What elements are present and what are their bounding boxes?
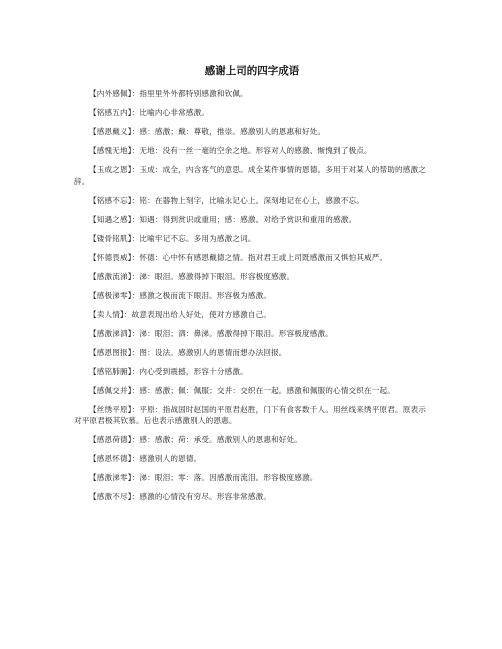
idiom-term: 【玉成之恩】 [89,165,132,174]
idiom-entry: 【感佩交并】：感：感激；佩：佩服；交并：交织在一起。感激和佩服的心情交织在一起。 [89,385,395,395]
idiom-entry: 【感极涕零】：感激之极而流下眼泪。形容极为感激。 [89,290,272,300]
idiom-term: 【知遇之感】 [89,214,132,224]
idiom-entry: 【内外感佩】：指里里外外都特别感激和钦佩。 [89,89,248,98]
idiom-entry: 【玉成之恩】：玉成：成全，内含客气的意思。成全某件事情的恩德。多用于对某人的帮助的感激之辞。 [74,165,426,186]
idiom-term: 【铭感五内】 [89,108,132,117]
idiom-definition: 铭：在器物上刻字，比喻永记心上。深刻地记在心上，感激不忘。 [139,195,364,205]
idiom-entry: 【感激不尽】：感激的心情没有穷尽。形容非常感激。 [89,492,272,501]
idiom-term: 【感激流涕】 [89,271,132,281]
idiom-definition: 故意表现出给人好处，使对方感激自己。 [131,309,272,319]
idiom-definition: 感激别人的恩德。 [139,454,202,463]
idiom-definition: 平原：指战国时赵国的平原君赵胜，门下有食客数千人。用丝线来绣平原君。原表示对平原君极其钦慕。后也表示感激别人的恩惠。 [74,404,426,425]
idiom-term: 【丝绣平原】 [89,404,132,414]
idiom-entry: 【卖人情】：故意表现出给人好处，使对方感激自己。 [89,309,272,319]
document-page [74,64,430,510]
idiom-term: 【感激涕零】 [89,473,132,482]
idiom-definition: 感激的心情没有穷尽。形容非常感激。 [139,492,272,501]
idiom-definition: 比喻牢记不忘。多用为感激之词。 [139,233,256,243]
idiom-term: 【感恩荷德】 [89,435,132,444]
idiom-entry: 【知遇之感】：知遇：得到赏识或重用；感：感激。对给予赏识和重用的感激。 [89,214,357,224]
idiom-entry: 【感铭肺腑】：内心受到震撼，形容十分感激。 [89,366,248,376]
idiom-definition: 感：感激；戴：尊敬，推崇。感激别人的恩惠和好处。 [139,127,326,136]
idiom-term: 【内外感佩】 [89,89,132,98]
idiom-term: 【感铭肺腑】 [89,366,132,376]
idiom-definition: 无地：没有一丝一毫的空余之地。形容对人的感激、惭愧到了极点。 [139,146,372,155]
idiom-entry: 【铭感不忘】：铭：在器物上刻字，比喻永记心上。深刻地记在心上，感激不忘。 [89,195,364,205]
idiom-term: 【感极涕零】 [89,290,132,300]
idiom-definition: 涕：眼泪。感激得掉下眼泪。形容极度感激。 [139,271,295,281]
idiom-definition: 涕：眼泪；泗：鼻涕。感激得掉下眼泪。形容极度感激。 [139,328,334,338]
idiom-term: 【镂骨铭肌】 [89,233,132,243]
idiom-entry: 【铭感五内】：比喻内心非常感激。 [89,108,210,117]
idiom-definition: 图：设法。感激别人的恩情而想办法回报。 [139,347,287,357]
idiom-definition: 指里里外外都特别感激和钦佩。 [139,89,248,98]
idiom-entry: 【感激涕零】：涕：眼泪；零：落。因感激而流泪。形容极度感激。 [89,473,318,482]
idiom-definition: 知遇：得到赏识或重用；感：感激。对给予赏识和重用的感激。 [139,214,357,224]
idiom-definition: 比喻内心非常感激。 [139,108,210,117]
idiom-entry: 【感恩荷德】：感：感激；荷：承受。感激别人的恩惠和好处。 [89,435,303,444]
idiom-entry: 【感恩戴义】：感：感激；戴：尊敬，推崇。感激别人的恩惠和好处。 [89,127,326,136]
idiom-definition: 玉成：成全，内含客气的意思。成全某件事情的恩德。多用于对某人的帮助的感激之辞。 [74,165,426,186]
idiom-entry: 【怀德畏威】：怀德：心中怀有感恩戴德之情。指对君王或上司既感激而又惧怕其威严。 [89,252,388,262]
idiom-definition: 感：感激；佩：佩服；交并：交织在一起。感激和佩服的心情交织在一起。 [139,385,395,395]
idiom-term: 【感佩交并】 [89,385,132,395]
idiom-term: 【感激不尽】 [89,492,132,501]
idiom-term: 【卖人情】 [89,309,124,319]
idiom-term: 【感恩戴义】 [89,127,132,136]
idiom-term: 【感激涕泗】 [89,328,132,338]
idiom-entry: 【感激涕泗】：涕：眼泪；泗：鼻涕。感激得掉下眼泪。形容极度感激。 [89,328,334,338]
idiom-entry: 【感恩图报】：图：设法。感激别人的恩情而想办法回报。 [89,347,287,357]
idiom-entry: 【感恩怀德】：感激别人的恩德。 [89,454,202,463]
idiom-definition: 内心受到震撼，形容十分感激。 [139,366,248,376]
idiom-term: 【铭感不忘】 [89,195,132,205]
idiom-definition: 感：感激；荷：承受。感激别人的恩惠和好处。 [139,435,303,444]
idiom-term: 【感恩怀德】 [89,454,132,463]
document-title: 感谢上司的四字成语 [204,65,300,77]
idiom-list [74,88,430,503]
idiom-term: 【感恩图报】 [89,347,132,357]
idiom-term: 【怀德畏威】 [89,252,132,262]
idiom-entry: 【丝绣平原】：平原：指战国时赵国的平原君赵胜，门下有食客数千人。用丝线来绣平原君。原表示对平原君极其钦慕。后也表示感激别人的恩惠。 [74,404,426,425]
idiom-term: 【感愧无地】 [89,146,132,155]
idiom-definition: 感激之极而流下眼泪。形容极为感激。 [139,290,272,300]
idiom-entry: 【感愧无地】：无地：没有一丝一毫的空余之地。形容对人的感激、惭愧到了极点。 [89,146,372,155]
idiom-entry: 【镂骨铭肌】：比喻牢记不忘。多用为感激之词。 [89,233,256,243]
idiom-definition: 涕：眼泪；零：落。因感激而流泪。形容极度感激。 [139,473,318,482]
idiom-entry: 【感激流涕】：涕：眼泪。感激得掉下眼泪。形容极度感激。 [89,271,295,281]
idiom-definition: 怀德：心中怀有感恩戴德之情。指对君王或上司既感激而又惧怕其威严。 [139,252,388,262]
